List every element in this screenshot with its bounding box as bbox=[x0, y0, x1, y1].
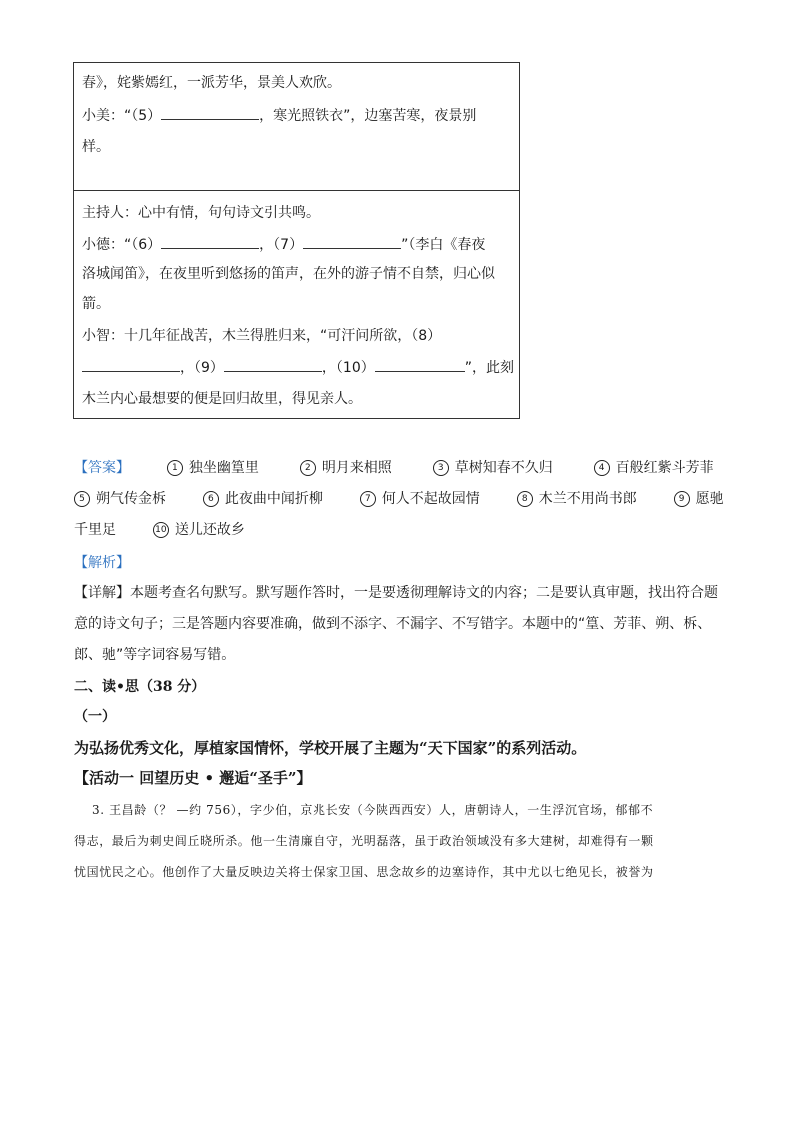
question-line: 得志，最后为刺史闾丘晓所杀。他一生清廉自守，光明磊落，虽于政治领域没有多大建树，却难得有一颗 bbox=[74, 834, 654, 848]
answer-blank-10 bbox=[375, 357, 465, 372]
circled-number: 8 bbox=[517, 491, 533, 507]
answer-blank-9 bbox=[224, 357, 322, 372]
table-line bbox=[82, 234, 485, 255]
analysis-line bbox=[74, 583, 718, 603]
answer-item: 草树知春不久归 bbox=[454, 460, 553, 476]
answer-item: 送儿还故乡 bbox=[174, 522, 245, 538]
analysis-line: 郎、驰”等字词容易写错。 bbox=[74, 647, 236, 663]
table-line bbox=[82, 357, 514, 378]
answer-item: 何人不起故园情 bbox=[381, 491, 480, 507]
answer-blank-6 bbox=[161, 234, 259, 249]
answer-row bbox=[74, 489, 724, 509]
section-intro: 为弘扬优秀文化，厚植家国情怀，学校开展了主题为“天下国家”的系列活动。 bbox=[74, 739, 587, 757]
answer-row bbox=[74, 458, 714, 478]
table-text: ”（李白《春夜 bbox=[401, 237, 486, 253]
table-line bbox=[82, 105, 476, 126]
answer-row bbox=[74, 520, 245, 540]
table-cell-bottom bbox=[74, 191, 519, 419]
table-line: 木兰内心最想要的便是回归故里，得见亲人。 bbox=[82, 391, 362, 407]
table-line: 主持人：心中有情，句句诗文引共鸣。 bbox=[82, 205, 320, 221]
circled-number: 5 bbox=[74, 491, 90, 507]
analysis-tag: 【解析】 bbox=[74, 555, 130, 571]
table-text: ，（7） bbox=[259, 237, 304, 253]
circled-number: 2 bbox=[300, 460, 316, 476]
answer-item: 明月来相照 bbox=[321, 460, 392, 476]
analysis-text: 本题考查名句默写。默写题作答时，一是要透彻理解诗文的内容；二是要认真审题，找出符合题 bbox=[130, 585, 718, 601]
table-line: 春》，姹紫嫣红，一派芳华，景美人欢欣。 bbox=[82, 75, 341, 91]
answer-blank-8 bbox=[82, 357, 180, 372]
answer-item: 木兰不用尚书郎 bbox=[538, 491, 637, 507]
answer-item: 此夜曲中闻折柳 bbox=[224, 491, 323, 507]
circled-number: 3 bbox=[433, 460, 449, 476]
fill-in-table bbox=[73, 62, 520, 419]
table-line: 箭。 bbox=[82, 296, 110, 312]
circled-number: 1 bbox=[167, 460, 183, 476]
answer-tag: 【答案】 bbox=[74, 460, 130, 476]
section-title: 二、读•思（38 分） bbox=[74, 679, 206, 695]
table-text: ，寒光照铁衣”，边塞苦寒，夜景别 bbox=[259, 108, 477, 124]
table-line: 样。 bbox=[82, 139, 110, 155]
table-text: ，（9） bbox=[180, 360, 224, 376]
table-text: 小德：“（6） bbox=[82, 237, 162, 253]
circled-number: 9 bbox=[674, 491, 690, 507]
table-text: ”，此刻 bbox=[464, 360, 515, 376]
table-text: ，（10） bbox=[321, 360, 375, 376]
activity-title: 【活动一 回望历史 • 邂逅“圣手”】 bbox=[74, 769, 312, 787]
answer-item: 愿驰 bbox=[695, 491, 724, 507]
answer-blank-7 bbox=[303, 234, 401, 249]
table-line: 小智：十几年征战苦，木兰得胜归来，“可汗问所欲，（8） bbox=[82, 328, 442, 344]
detail-tag: 【详解】 bbox=[74, 585, 130, 601]
circled-number: 4 bbox=[594, 460, 610, 476]
table-cell-top bbox=[74, 63, 519, 191]
section-subtitle: （一） bbox=[74, 709, 116, 725]
question-line: 忧国忧民之心。他创作了大量反映边关将士保家卫国、思念故乡的边塞诗作，其中尤以七绝见长，被誉为 bbox=[74, 865, 654, 879]
circled-number: 6 bbox=[203, 491, 219, 507]
circled-number: 7 bbox=[360, 491, 376, 507]
answer-item: 独坐幽篁里 bbox=[188, 460, 259, 476]
answer-item: 百般红紫斗芳菲 bbox=[615, 460, 714, 476]
analysis-line: 意的诗文句子；三是答题内容要准确，做到不添字、不漏字、不写错字。本题中的“篁、芳菲、朔、柝、 bbox=[74, 616, 712, 632]
table-line: 洛城闻笛》，在夜里听到悠扬的笛声，在外的游子情不自禁，归心似 bbox=[82, 266, 495, 282]
circled-number: 10 bbox=[153, 522, 169, 538]
question-line: 3. 王昌龄（？ —约 756），字少伯，京兆长安（今陕西西安）人，唐朝诗人，一生浮沉官场，郁郁不 bbox=[92, 803, 654, 817]
answer-blank-5 bbox=[161, 105, 259, 120]
answer-item: 千里足 bbox=[74, 522, 116, 538]
answer-item: 朔气传金柝 bbox=[96, 491, 166, 507]
table-text: 小美：“（5） bbox=[82, 108, 162, 124]
